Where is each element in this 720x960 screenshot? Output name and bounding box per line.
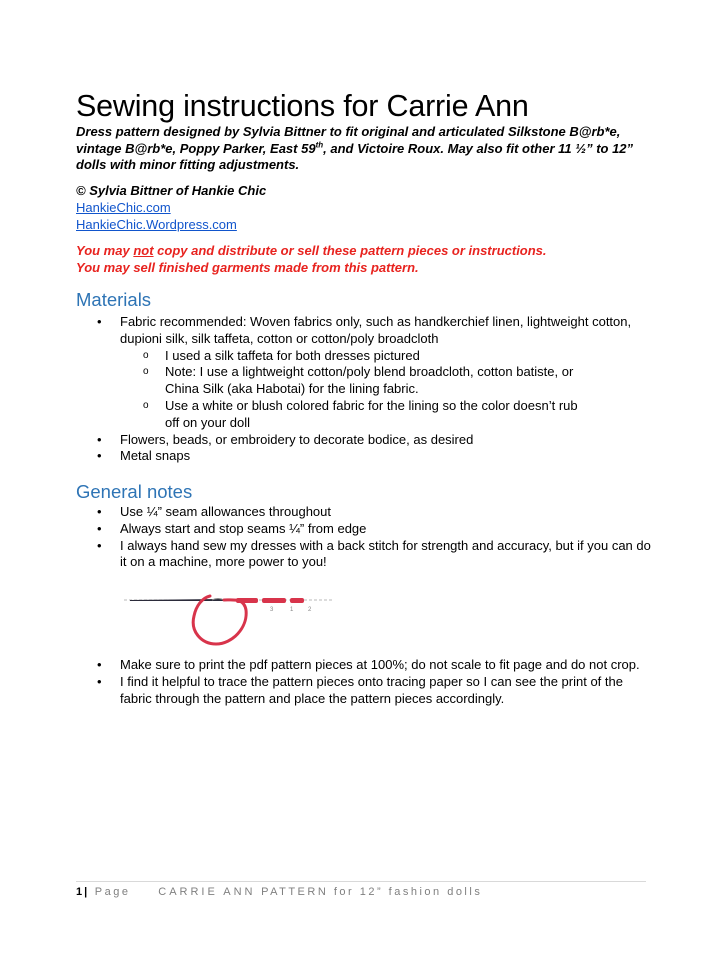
footer-divider [76, 881, 646, 882]
list-item-text: Fabric recommended: Woven fabrics only, such as handkerchief linen, lightweight cotton, dupioni silk, silk taffeta, cotton or cotton/poly broadcloth [120, 314, 632, 346]
stitch-label: 3 [270, 607, 274, 613]
subtitle [76, 124, 646, 174]
link-hankiechic-wordpress[interactable]: HankieChic.Wordpress.com [76, 217, 237, 232]
list-item: • I find it helpful to trace the pattern pieces onto tracing paper so I can see the print of the fabric through the pattern and place the pattern pieces accordingly. [76, 674, 651, 708]
backstitch-illustration [124, 588, 334, 650]
general-notes-list [76, 504, 651, 571]
list-item: • Metal snaps [76, 448, 651, 465]
general-notes-list-continued [76, 657, 651, 707]
footer-title-rest: PATTERN for 12” fashion dolls [261, 886, 483, 898]
stitch-2 [290, 598, 304, 603]
footer-bar: | [84, 886, 88, 898]
sub-list-item: o Note: I use a lightweight cotton/poly blend broadcloth, cotton batiste, or China Silk (aka Habotai) for the lining fabric. [120, 364, 651, 398]
stitch-label: 1 [290, 607, 294, 613]
list-item: • I always hand sew my dresses with a back stitch for strength and accuracy, but if you can do it on a machine, more power to you! [76, 538, 651, 572]
page-number: 1 [76, 886, 83, 898]
list-item [76, 314, 651, 432]
needle-icon [130, 599, 236, 601]
warning-line-2: You may sell finished garments made from this pattern. [76, 260, 419, 275]
page-word: Page [94, 886, 131, 898]
link-hankiechic[interactable]: HankieChic.com [76, 200, 171, 215]
thread-loop [193, 596, 246, 644]
sub-list [120, 348, 651, 432]
list-item: • Always start and stop seams ¼” from edge [76, 521, 651, 538]
general-notes-heading: General notes [76, 481, 193, 502]
warning-pre: You may [76, 243, 134, 258]
subtitle-part2: , and Victoire Roux. May also fit other 11 ½” to 12” dolls with minor fitting adjustments. [76, 140, 634, 172]
warning-post: copy and distribute or sell these pattern pieces or instructions. [153, 243, 547, 258]
footer-title-caps: CARRIE ANN [158, 886, 256, 898]
page-title: Sewing instructions for Carrie Ann [76, 89, 529, 123]
list-item: • Use ¼” seam allowances throughout [76, 504, 651, 521]
warning-line-1 [76, 242, 547, 259]
sub-list-item: o Use a white or blush colored fabric for the lining so the color doesn’t rub off on your doll [120, 398, 651, 432]
list-item: • Make sure to print the pdf pattern pieces at 100%; do not scale to fit page and do not crop. [76, 657, 651, 674]
materials-list [76, 314, 651, 465]
subtitle-superscript: th [315, 140, 324, 150]
stitch-3 [236, 598, 258, 603]
subtitle-part1: Dress pattern designed by Sylvia Bittner to fit original and articulated Silkstone B@rb*e, vintage B@rb*e, Poppy Parker, East 59 [76, 124, 621, 156]
sub-list-item: o I used a silk taffeta for both dresses pictured [120, 348, 651, 365]
stitch-1 [262, 598, 286, 603]
list-item: • Flowers, beads, or embroidery to decorate bodice, as desired [76, 432, 651, 449]
copyright-line: © Sylvia Bittner of Hankie Chic [76, 183, 267, 198]
stitch-label: 2 [308, 607, 312, 613]
warning-not: not [133, 243, 154, 258]
page-footer [76, 885, 482, 899]
materials-heading: Materials [76, 289, 152, 310]
